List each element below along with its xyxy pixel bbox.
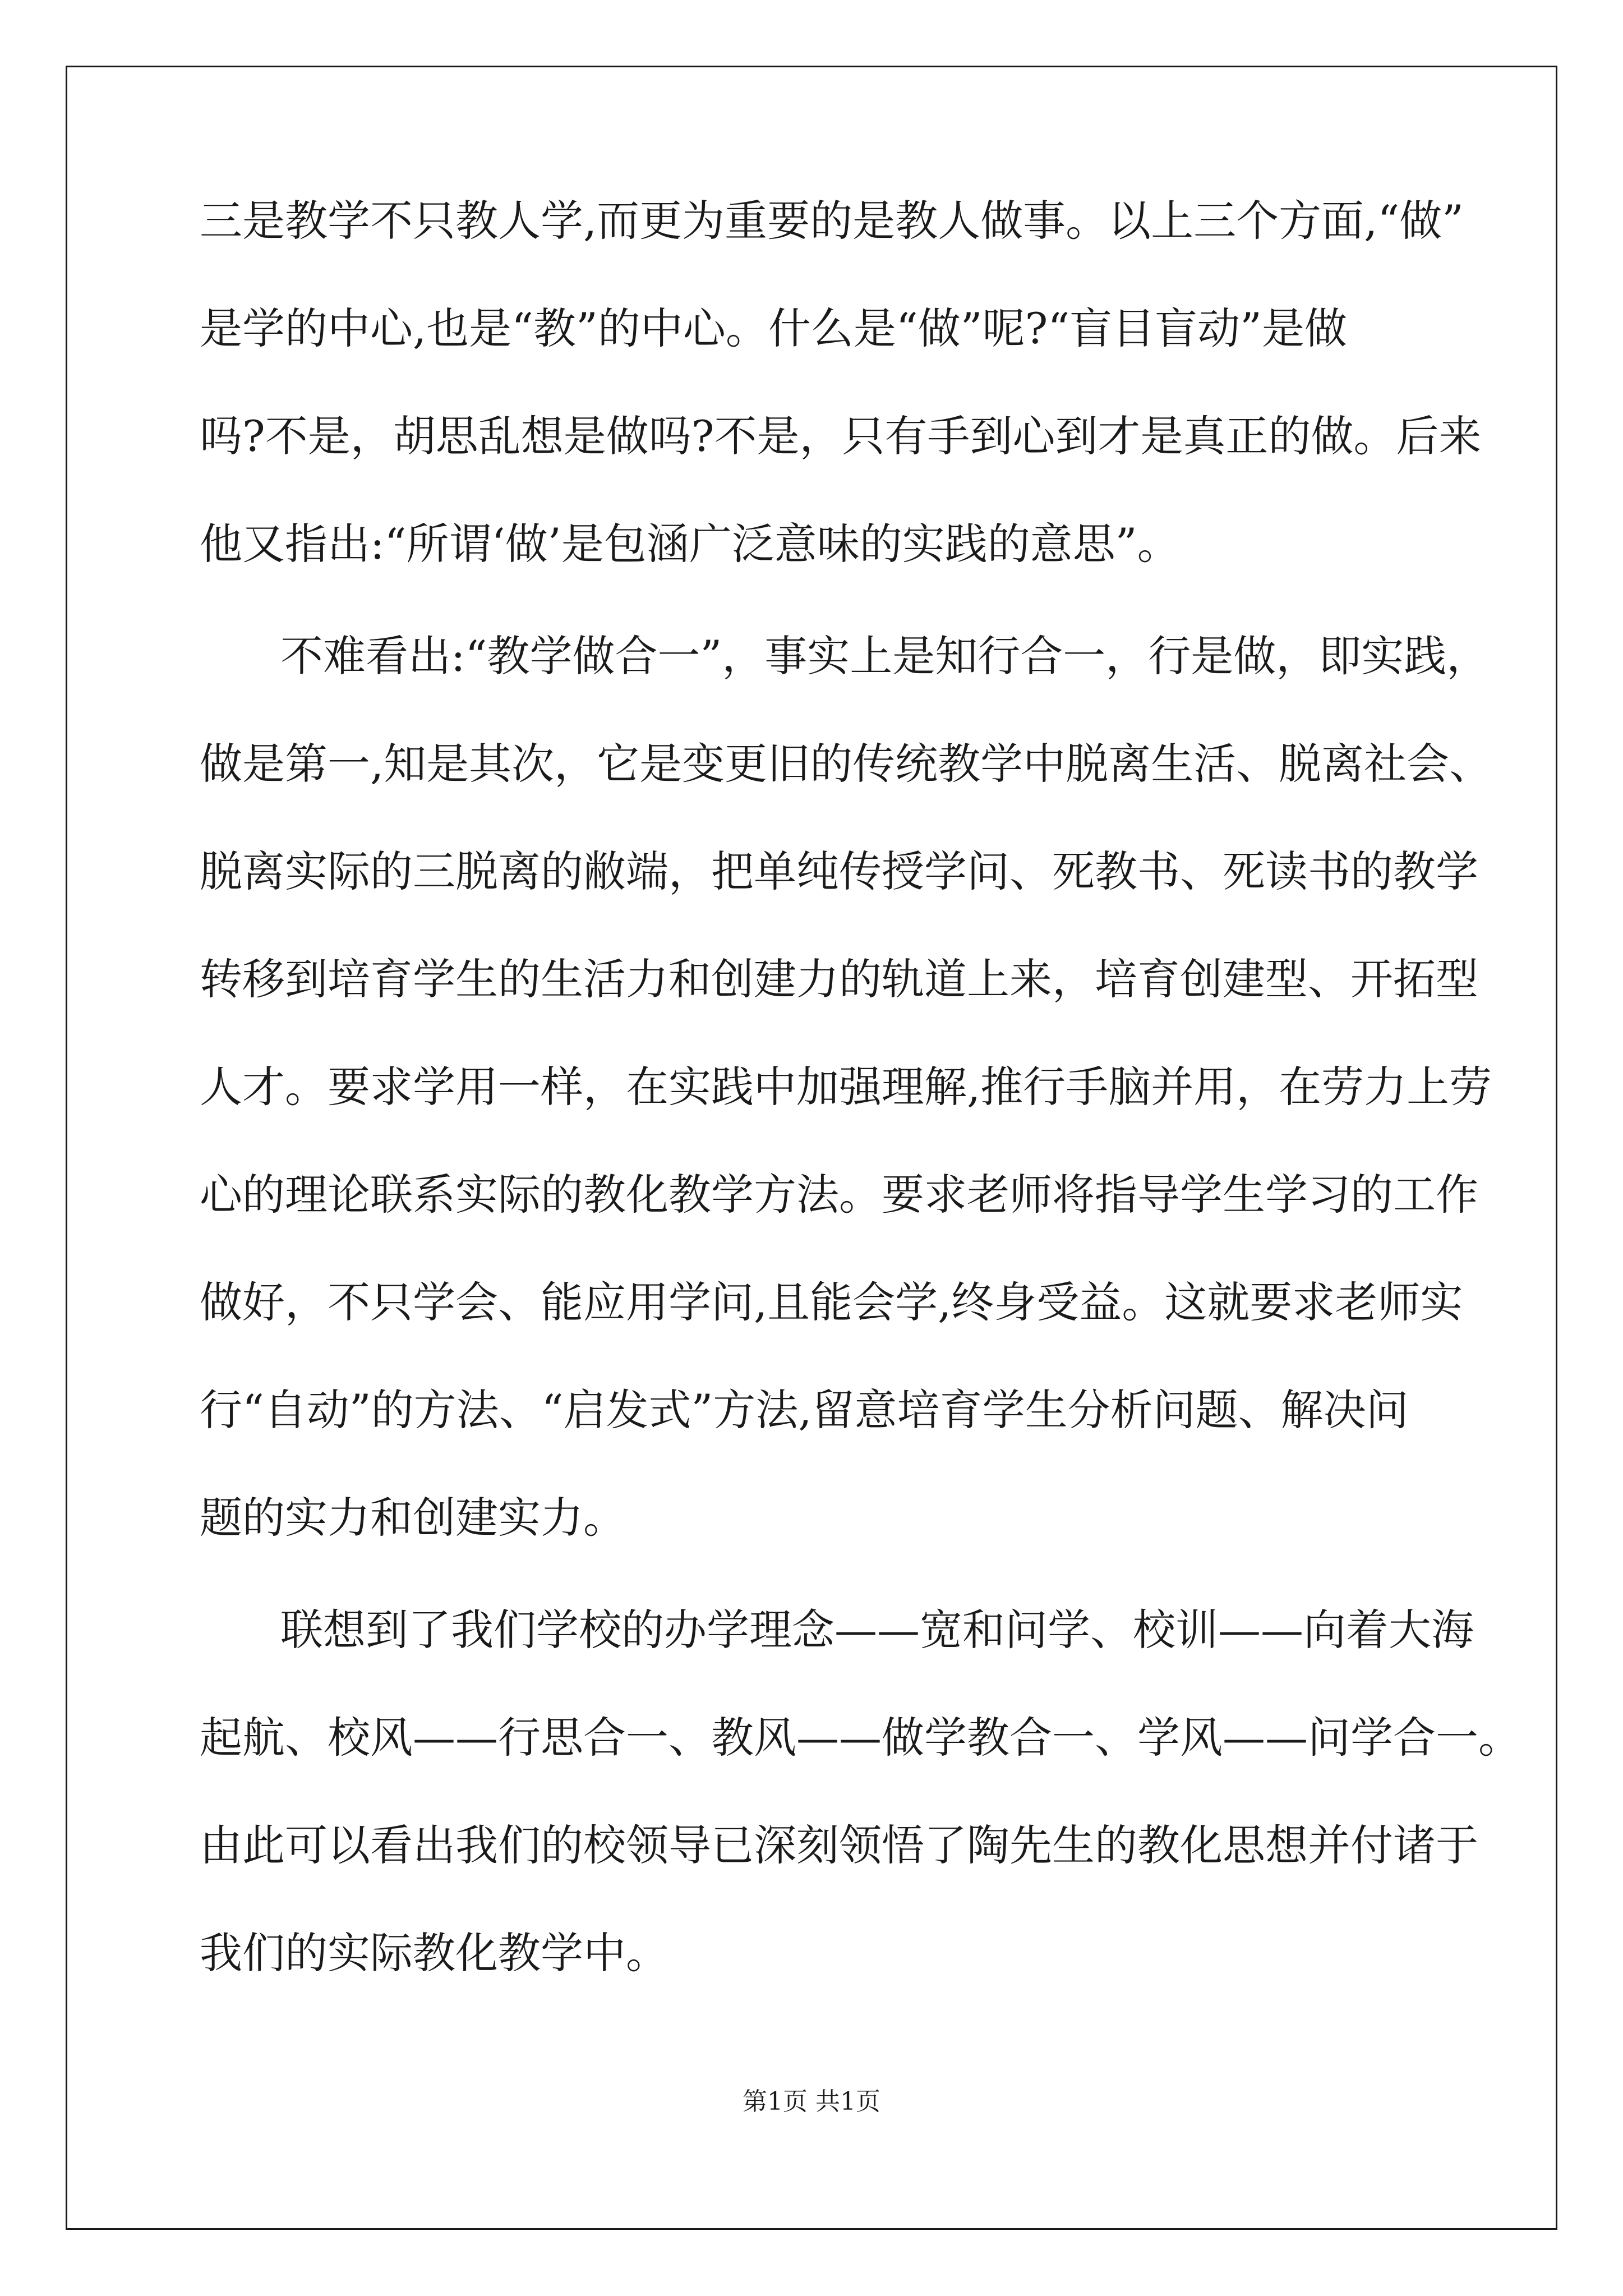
text-line: 转移到培育学生的生活力和创建力的轨道上来，培育创建型、开拓型 [200,954,1478,1004]
text-line: 做是第一,知是其次，它是变更旧的传统教学中脱离生活、脱离社会、 [200,739,1492,789]
text-line: 行“自动”的方法、“启发式”方法,留意培育学生分析问题、解决问 [200,1385,1409,1435]
text-line: 脱离实际的三脱离的敝端，把单纯传授学问、死教书、死读书的教学 [200,846,1478,896]
text-line: 人才。要求学用一样，在实践中加强理解,推行手脑并用，在劳力上劳 [200,1062,1492,1112]
text-line: 三是教学不只教人学,而更为重要的是教人做事。以上三个方面,“做” [200,196,1464,246]
text-line: 由此可以看出我们的校领导已深刻领悟了陶先生的教化思想并付诸于 [200,1820,1478,1870]
page-footer: 第1页 共1页 [743,2087,880,2116]
text-line: 吗?不是，胡思乱想是做吗?不是，只有手到心到才是真正的做。后来 [200,411,1482,461]
text-line: 我们的实际教化教学中。 [200,1928,668,1978]
text-line: 题的实力和创建实力。 [200,1493,626,1543]
text-line: 起航、校风——行思合一、教风——做学教合一、学风——问学合一。 [200,1713,1521,1763]
text-line: 不难看出:“教学做合一”，事实上是知行合一，行是做，即实践， [280,631,1490,681]
text-line: 是学的中心,也是“教”的中心。什么是“做”呢?“盲目盲动”是做 [200,303,1348,353]
text-line: 做好，不只学会、能应用学问,且能会学,终身受益。这就要求老师实 [200,1277,1463,1327]
text-line: 心的理论联系实际的教化教学方法。要求老师将指导学生学习的工作 [200,1170,1478,1220]
text-line: 联想到了我们学校的办学理念——宽和问学、校训——向着大海 [280,1605,1474,1655]
text-line: 他又指出:“所谓‘做’是包涵广泛意味的实践的意思”。 [200,519,1180,569]
page-border [66,66,1557,2230]
